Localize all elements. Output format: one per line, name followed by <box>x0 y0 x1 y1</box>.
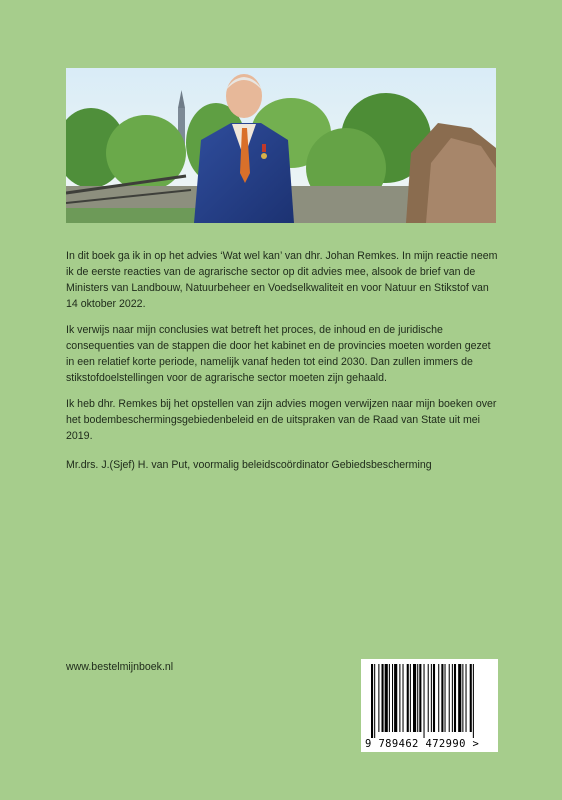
barcode-bar <box>410 664 411 732</box>
barcode-bar <box>424 664 425 738</box>
author-signature: Mr.drs. J.(Sjef) H. van Put, voormalig beleidscoördinator Gebiedsbescherming <box>66 459 432 471</box>
barcode-bar <box>473 664 474 738</box>
barcode-bar <box>394 664 397 732</box>
isbn-digits: 9 789462 472990 > <box>365 738 480 750</box>
barcode-bar <box>407 664 409 732</box>
barcode-bar <box>389 664 390 732</box>
website-link[interactable]: www.bestelmijnboek.nl <box>66 661 174 673</box>
back-cover-text <box>66 248 498 454</box>
barcode-bar <box>392 664 393 732</box>
barcode-bar <box>428 664 429 732</box>
barcode-bar <box>458 664 461 732</box>
barcode-bar <box>419 664 421 732</box>
barcode-bar <box>403 664 404 732</box>
barcode-bar <box>413 664 416 732</box>
barcode-bar <box>431 664 432 732</box>
paragraph-2: Ik verwijs naar mijn conclusies wat betreft het proces, de inhoud en de juridische consequenties van de stappen die door het kabinet en de provincies moeten worden gezet in een relatief korte periode, namelijk vanaf heden tot eind 2030. Dan zullen immers de stikstofdoelstellingen voor de agrarische sector moeten zijn gehaald. <box>66 324 491 384</box>
barcode-bar <box>374 664 375 738</box>
barcode-bar <box>399 664 400 732</box>
barcode-bar <box>438 664 439 732</box>
barcode-bar <box>385 664 388 732</box>
paragraph-3: Ik heb dhr. Remkes bij het opstellen van zijn advies mogen verwijzen naar mijn boeken over het bodembeschermingsgebiedenbeleid en de uitspraken van de Raad van State uit mei 2019. <box>66 398 497 442</box>
isbn-barcode <box>361 659 498 752</box>
barcode-icon <box>367 664 492 738</box>
barcode-bar <box>462 664 463 732</box>
barcode-bar <box>378 664 379 732</box>
barcode-bar <box>454 664 456 732</box>
portrait-photo-icon <box>66 68 496 223</box>
barcode-bar <box>449 664 450 732</box>
barcode-bar <box>441 664 443 732</box>
barcode-bar <box>470 664 472 732</box>
barcode-bar <box>417 664 418 732</box>
barcode-bar <box>371 664 373 738</box>
barcode-bar <box>382 664 384 732</box>
barcode-bar <box>445 664 446 732</box>
barcode-bar <box>433 664 435 732</box>
barcode-bar <box>452 664 453 732</box>
barcode-bar <box>466 664 467 732</box>
paragraph-1: In dit boek ga ik in op het advies ‘Wat wel kan’ van dhr. Johan Remkes. In mijn reactie neem ik de eerste reacties van de agrarische sector op dit advies mee, alsook de brief van de Ministers van Landbouw, Natuurbeheer en Voedselkwaliteit en voor Natuur en Stikstof van 14 oktober 2022. <box>66 250 498 310</box>
cover-photo <box>66 68 496 223</box>
